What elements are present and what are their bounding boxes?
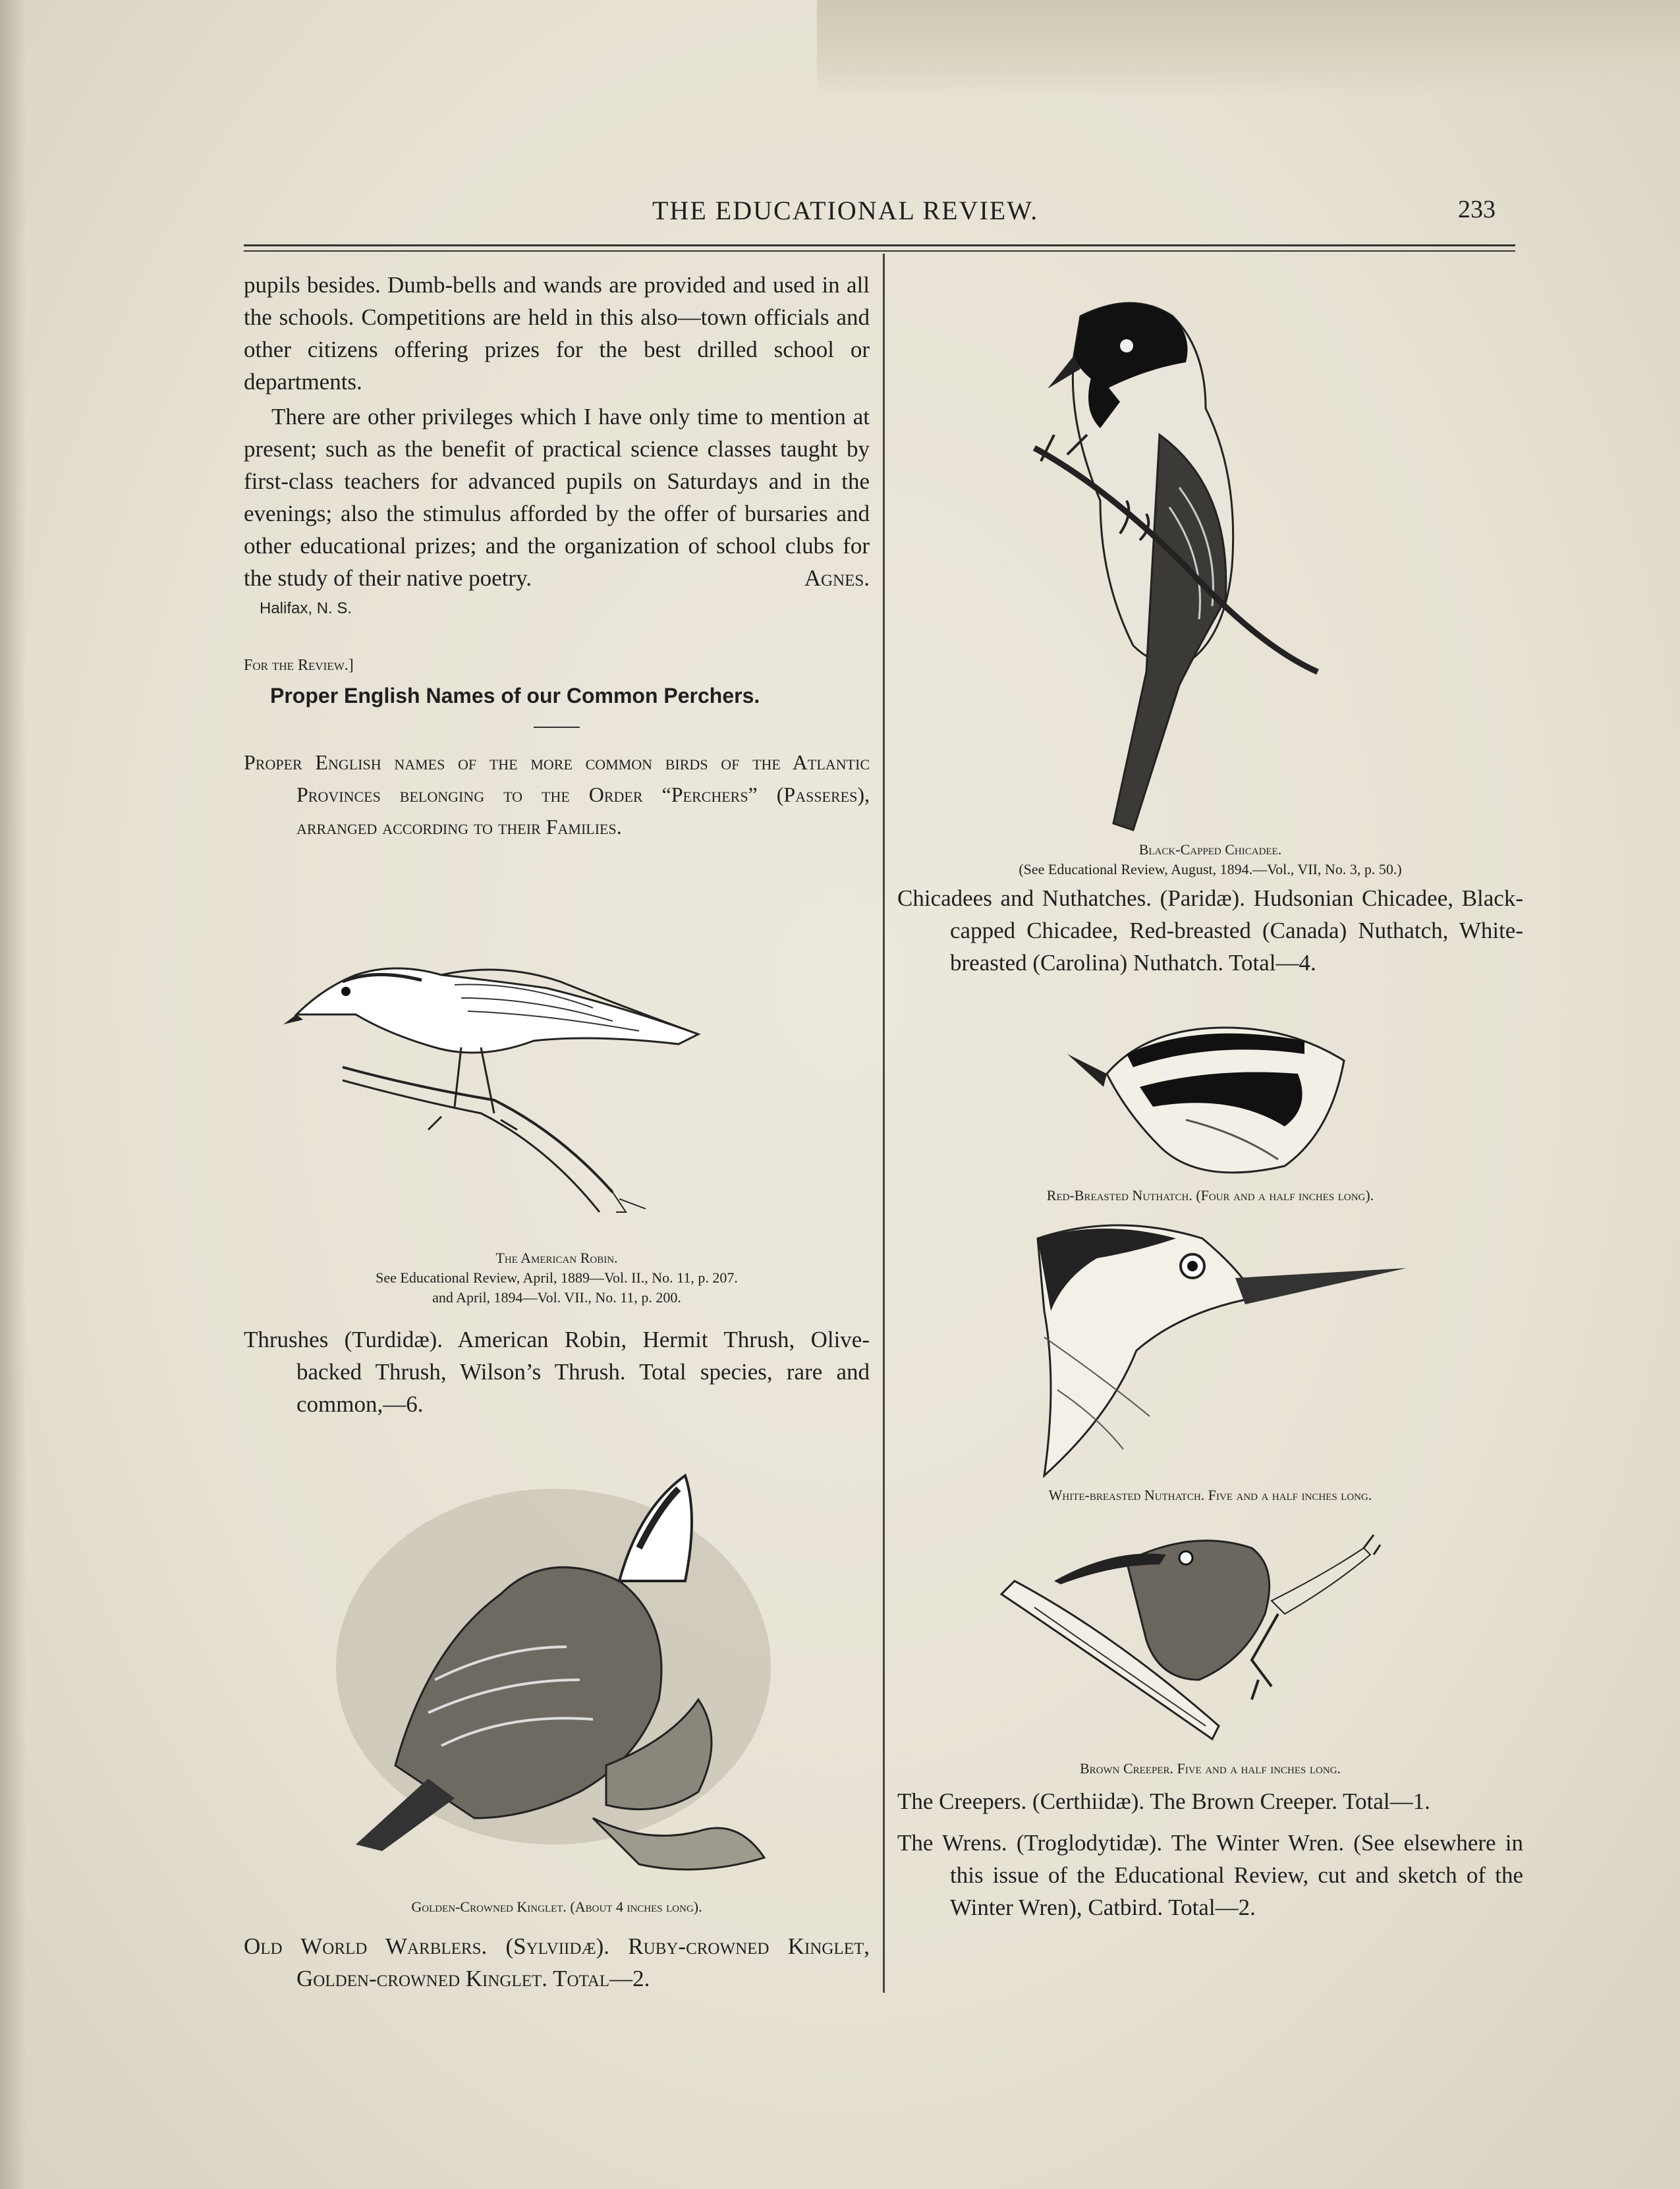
torn-paper-edge bbox=[817, 0, 1680, 99]
chickadee-reference: (See Educational Review, August, 1894.—Vol., VII, No. 3, p. 50.) bbox=[1019, 861, 1402, 877]
white-nuthatch-caption-block bbox=[897, 1485, 1523, 1505]
creeper-caption-block bbox=[897, 1759, 1523, 1924]
red-nuthatch-caption-block bbox=[897, 1186, 1523, 1205]
header-rule-double bbox=[244, 250, 1515, 252]
running-header bbox=[244, 195, 1496, 235]
column-divider bbox=[883, 254, 885, 1993]
article-title: Proper English Names of our Common Perchers. bbox=[270, 684, 760, 707]
american-robin-illustration bbox=[283, 935, 843, 1238]
kinglet-caption-block bbox=[244, 1897, 870, 1995]
article-intro: Proper English names of the more common birds of the Atlantic Provinces belonging to the Order “Perchers” (Passeres), arranged according to their Families. bbox=[244, 750, 870, 839]
header-rule bbox=[244, 244, 1515, 246]
robin-caption: The American Robin. bbox=[495, 1250, 618, 1266]
creepers-entry: The Creepers. (Certhiidæ). The Brown Creeper. Total—1. bbox=[897, 1788, 1430, 1814]
dateline: Halifax, N. S. bbox=[260, 599, 352, 617]
chicadees-nuthatches-entry: Chicadees and Nuthatches. (Paridæ). Hudsonian Chicadee, Black-capped Chicadee, Red-breasted (Canada) Nuthatch, White-breasted (Carolina) Nuthatch. Total—4. bbox=[897, 885, 1523, 976]
robin-reference-2: and April, 1894—Vol. VII., No. 11, p. 200. bbox=[432, 1289, 681, 1306]
author-signature: Agnes. bbox=[804, 565, 870, 591]
left-column bbox=[244, 269, 870, 843]
page-number: 233 bbox=[1458, 196, 1496, 223]
brown-creeper-caption: Brown Creeper. Five and a half inches long. bbox=[1079, 1760, 1341, 1777]
golden-crowned-kinglet-illustration bbox=[329, 1449, 777, 1884]
brown-creeper-illustration bbox=[995, 1528, 1430, 1752]
white-nuthatch-caption: White-breasted Nuthatch. Five and a half inches long. bbox=[1048, 1487, 1372, 1503]
red-breasted-nuthatch-illustration bbox=[1067, 1014, 1357, 1179]
page-binding-edge bbox=[0, 0, 26, 2189]
white-breasted-nuthatch-illustration bbox=[1018, 1219, 1413, 1482]
for-review-note: For the Review.] bbox=[244, 657, 354, 674]
black-capped-chicadee-illustration bbox=[1028, 290, 1397, 837]
chickadee-caption: Black-Capped Chicadee. bbox=[1138, 841, 1282, 858]
chickadee-caption-block bbox=[897, 840, 1523, 979]
robin-reference-1: See Educational Review, April, 1889—Vol. II., No. 11, p. 207. bbox=[376, 1269, 738, 1286]
old-world-warblers-entry: Old World Warblers. (Sylviidæ). Ruby-crowned Kinglet, Golden-crowned Kinglet. Total—2. bbox=[244, 1933, 870, 1991]
paragraph-privileges: There are other privileges which I have only time to mention at present; such as the benefit of practical science classes taught by first-class teachers for advanced pupils on Saturdays and in the evenings; also the stimulus afforded by the offer of bursaries and other educational prizes; and the organization of school clubs for the study of their native poetry. bbox=[244, 404, 870, 591]
wrens-entry: The Wrens. (Troglodytidæ). The Winter Wren. (See elsewhere in this issue of the Educational Review, cut and sketch of the Winter Wren), Catbird. Total—2. bbox=[897, 1830, 1523, 1920]
red-nuthatch-caption: Red-Breasted Nuthatch. (Four and a half inches long). bbox=[1046, 1187, 1374, 1204]
thrushes-entry: Thrushes (Turdidæ). American Robin, Hermit Thrush, Olive-backed Thrush, Wilson’s Thrush. Total species, rare and common,—6. bbox=[244, 1327, 870, 1417]
journal-title: THE EDUCATIONAL REVIEW. bbox=[652, 196, 1039, 225]
paragraph-dumbbells: pupils besides. Dumb-bells and wands are provided and used in all the schools. Competitions are held in this also—town officials and other citizens offering prizes for the best drilled school or departments. bbox=[244, 272, 870, 395]
robin-caption-block bbox=[244, 1248, 870, 1420]
title-rule bbox=[534, 727, 580, 728]
kinglet-caption: Golden-Crowned Kinglet. (About 4 inches long). bbox=[411, 1898, 702, 1915]
